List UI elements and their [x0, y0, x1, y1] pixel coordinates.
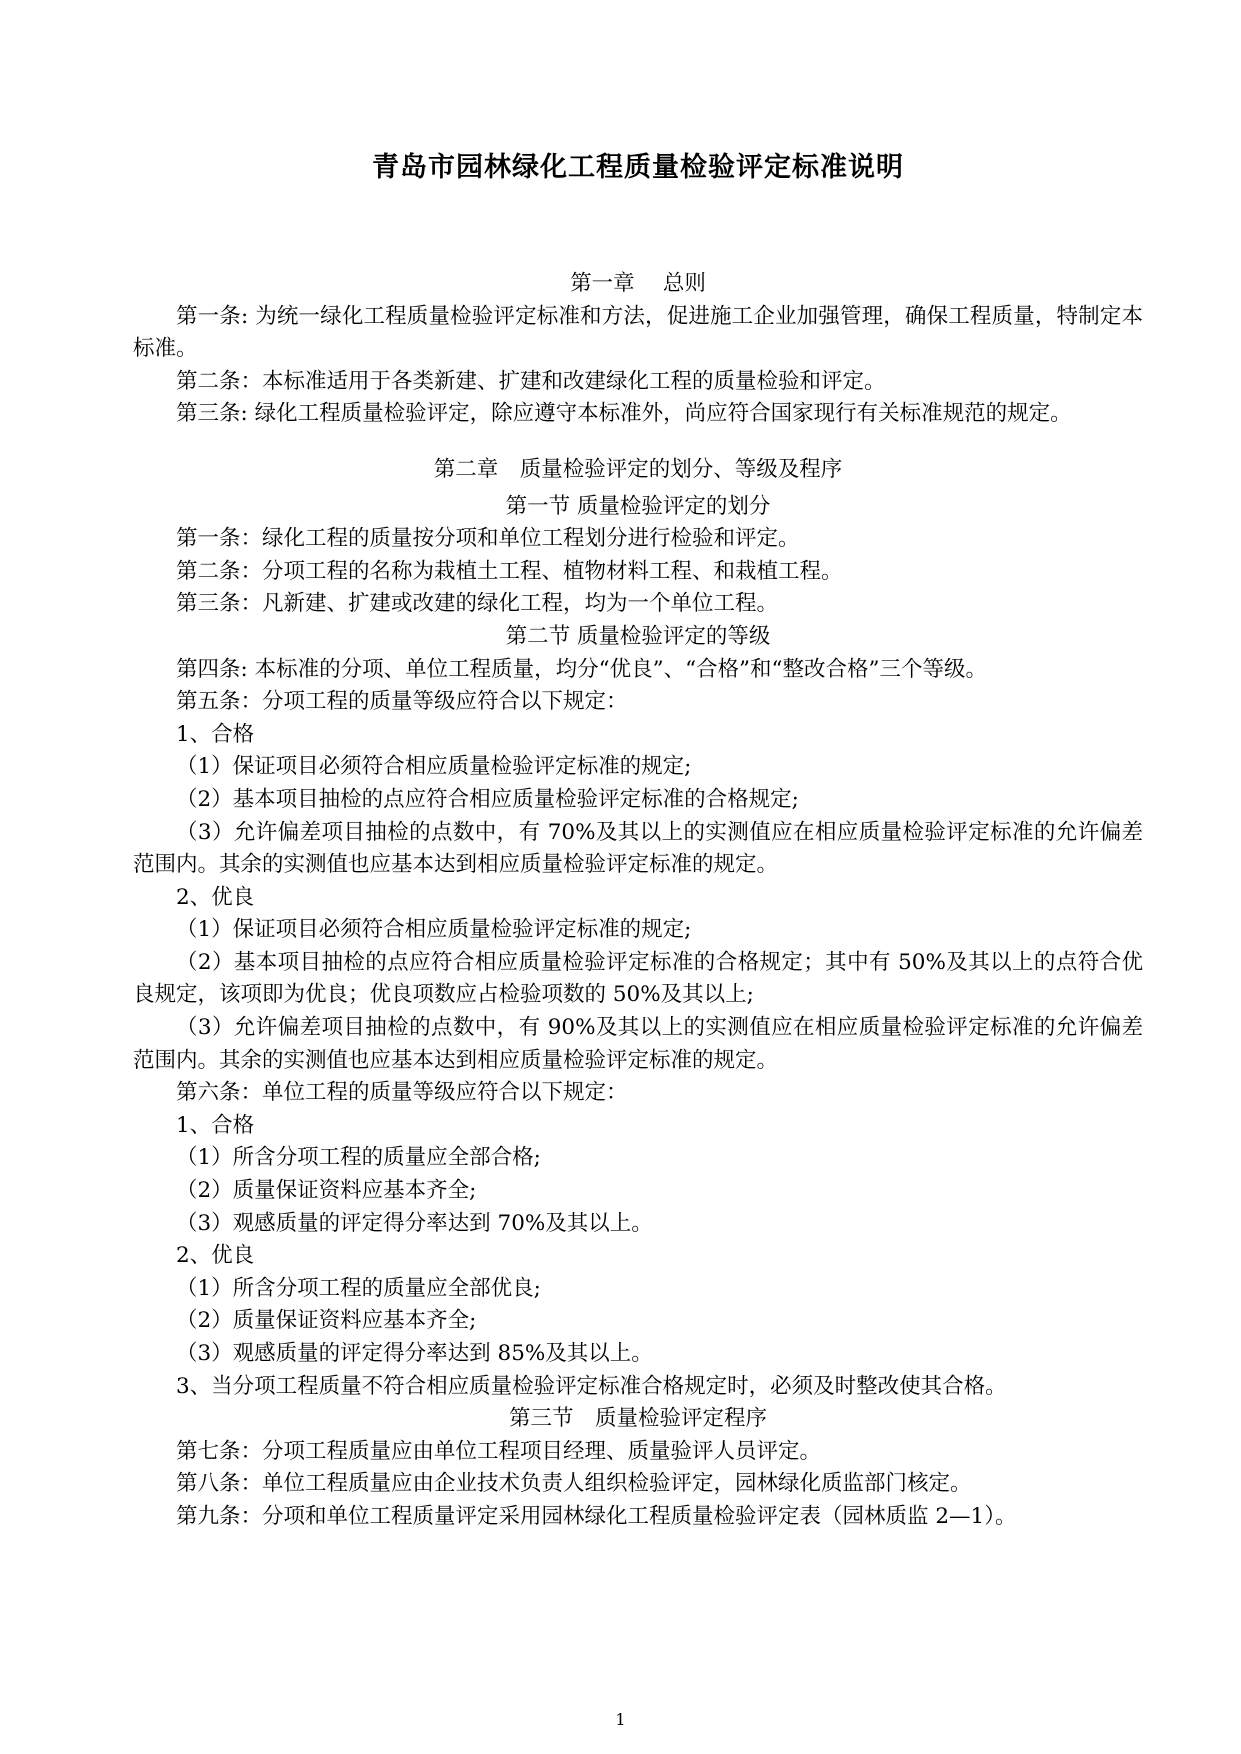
article-4: 第四条: 本标准的分项、单位工程质量，均分“优良”、“合格”和“整改合格”三个等级。: [176, 656, 988, 682]
section1-article-2: 第二条：分项工程的名称为栽植土工程、植物材料工程、和栽植工程。: [176, 558, 843, 584]
article-5-excellent-item-2: （2）基本项目抽检的点应符合相应质量检验评定标准的合格规定；其中有 50%及其以上的点符合优良规定，该项即为优良；优良项数应占检验项数的 50%及其以上;: [133, 949, 1143, 1008]
page-number: 1: [615, 1710, 626, 1729]
section2-heading: 第二节 质量检验评定的等级: [505, 623, 771, 649]
document-title: 青岛市园林绿化工程质量检验评定标准说明: [372, 152, 904, 183]
section1-article-1: 第一条：绿化工程的质量按分项和单位工程划分进行检验和评定。: [176, 526, 800, 552]
chapter1-heading: 第一章 总则: [570, 271, 706, 296]
article-6: 第六条：单位工程的质量等级应符合以下规定：: [176, 1080, 628, 1106]
article-5-excellent-item-1: （1）保证项目必须符合相应质量检验评定标准的规定;: [176, 917, 692, 943]
article-6-pass-item-3: （3）观感质量的评定得分率达到 70%及其以上。: [176, 1210, 653, 1236]
article-5-pass-item-2: （2）基本项目抽检的点应符合相应质量检验评定标准的合格规定;: [176, 786, 799, 812]
chapter1-article-3: 第三条: 绿化工程质量检验评定，除应遵守本标准外，尚应符合国家现行有关标准规范的规定。: [176, 401, 1072, 427]
section3-heading: 第三节 质量检验评定程序: [508, 1406, 767, 1432]
article-6-pass-item-1: （1）所含分项工程的质量应全部合格;: [176, 1145, 541, 1171]
section1-heading: 第一节 质量检验评定的划分: [505, 493, 771, 519]
article-5-pass-label: 1、合格: [176, 721, 255, 747]
article-5-pass-item-1: （1）保证项目必须符合相应质量检验评定标准的规定;: [176, 754, 692, 780]
section1-article-3: 第三条：凡新建、扩建或改建的绿化工程，均为一个单位工程。: [176, 591, 779, 617]
chapter2-heading: 第二章 质量检验评定的划分、等级及程序: [433, 456, 843, 482]
article-5-excellent-item-3: （3）允许偏差项目抽检的点数中，有 90%及其以上的实测值应在相应质量检验评定标准的允许偏差范围内。其余的实测值也应基本达到相应质量检验评定标准的规定。: [133, 1015, 1143, 1073]
article-6-excellent-item-1: （1）所含分项工程的质量应全部优良;: [176, 1275, 541, 1301]
chapter1-article-2: 第二条：本标准适用于各类新建、扩建和改建绿化工程的质量检验和评定。: [176, 368, 886, 394]
article-6-pass-label: 1、合格: [176, 1112, 255, 1138]
article-6-excellent-item-3: （3）观感质量的评定得分率达到 85%及其以上。: [176, 1341, 653, 1366]
article-5-pass-item-3: （3）允许偏差项目抽检的点数中，有 70%及其以上的实测值应在相应质量检验评定标准的允许偏差范围内。其余的实测值也应基本达到相应质量检验评定标准的规定。: [133, 819, 1143, 878]
article-9: 第九条：分项和单位工程质量评定采用园林绿化工程质量检验评定表（园林质监 2—1）。: [176, 1503, 1017, 1529]
article-6-rectify: 3、当分项工程质量不符合相应质量检验评定标准合格规定时，必须及时整改使其合格。: [176, 1373, 1007, 1399]
article-6-excellent-label: 2、优良: [176, 1243, 255, 1269]
article-7: 第七条：分项工程质量应由单位工程项目经理、质量验评人员评定。: [176, 1438, 822, 1464]
article-5-excellent-label: 2、优良: [176, 884, 255, 910]
chapter1-article-1: 第一条: 为统一绿化工程质量检验评定标准和方法，促进施工企业加强管理，确保工程质量，特制定本标准。: [133, 303, 1143, 362]
article-6-excellent-item-2: （2）质量保证资料应基本齐全;: [176, 1308, 477, 1334]
article-6-pass-item-2: （2）质量保证资料应基本齐全;: [176, 1178, 477, 1204]
article-5: 第五条：分项工程的质量等级应符合以下规定：: [176, 689, 628, 715]
document-body: [133, 268, 1143, 1534]
article-8: 第八条：单位工程质量应由企业技术负责人组织检验评定，园林绿化质监部门核定。: [176, 1471, 972, 1497]
